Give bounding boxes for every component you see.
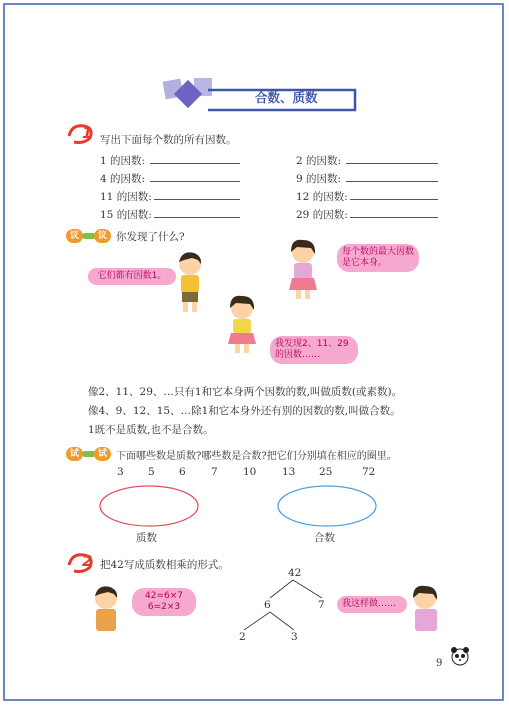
number-item[interactable]: 7 [211, 466, 218, 478]
prime-oval[interactable] [98, 484, 200, 528]
trial-tag-right: 试 [94, 447, 111, 461]
definition-composite: 像4、9、12、15、…除1和它本身外还有别的因数的数,叫做合数。 [88, 405, 401, 417]
exercise-1-number: 1 [82, 124, 93, 142]
number-item[interactable]: 72 [362, 466, 376, 478]
girl-figure-center-icon [222, 294, 262, 356]
speech-bubble-equation [132, 588, 196, 616]
factor-label: 12 的因数: [296, 191, 348, 203]
answer-blank[interactable] [346, 153, 438, 164]
trial-prompt: 下面哪些数是质数?哪些数是合数?把它们分别填在相应的圈里。 [116, 451, 397, 462]
tree-node-2: 2 [239, 631, 246, 643]
number-item[interactable]: 3 [117, 466, 124, 478]
composite-label: 合数 [314, 532, 335, 544]
definition-prime: 像2、11、29、…只有1和它本身两个因数的数,叫做质数(或素数)。 [88, 386, 403, 398]
composite-oval[interactable] [276, 484, 378, 528]
speech-bubble-left: 它们都有因数1。 [88, 268, 176, 285]
tree-node-3: 3 [291, 631, 298, 643]
factor-tree-lines [230, 578, 340, 634]
number-item[interactable]: 5 [148, 466, 155, 478]
equation-line-1: 42=6×7 [145, 591, 183, 601]
speech-bubble-my-way: 我这样做…… [337, 596, 407, 613]
definition-one: 1既不是质数,也不是合数。 [88, 424, 214, 436]
factor-label: 11 的因数: [100, 191, 152, 203]
factor-label: 4 的因数: [100, 173, 146, 185]
page-number: 9 [436, 658, 443, 669]
number-item[interactable]: 25 [319, 466, 333, 478]
answer-blank[interactable] [150, 171, 240, 182]
trial-tag-left: 试 [66, 447, 83, 461]
answer-blank[interactable] [154, 207, 240, 218]
girl-figure-icon [283, 238, 323, 302]
speech-bubble-center: 我发现2、11、29的因数…… [270, 336, 358, 364]
number-item[interactable]: 13 [282, 466, 296, 478]
tree-root: 42 [288, 567, 302, 579]
answer-blank[interactable] [346, 171, 438, 182]
answer-blank[interactable] [350, 207, 438, 218]
number-item[interactable]: 10 [243, 466, 257, 478]
answer-blank[interactable] [150, 153, 240, 164]
factor-label: 9 的因数: [296, 173, 342, 185]
boy-figure-2-icon [88, 584, 128, 638]
panda-icon [448, 646, 472, 668]
equation-line-2: 6=2×3 [147, 602, 181, 612]
tree-node-6: 6 [264, 599, 271, 611]
boy-figure-icon [172, 250, 212, 316]
discuss-prompt: 你发现了什么? [116, 231, 185, 243]
factor-label: 29 的因数: [296, 209, 348, 221]
discuss-tag-left: 议 [66, 229, 83, 243]
factor-label: 2 的因数: [296, 155, 342, 167]
exercise-2-prompt: 把42写成质数相乘的形式。 [100, 559, 229, 571]
factor-label: 1 的因数: [100, 155, 146, 167]
speech-bubble-right: 每个数的最大因数是它本身。 [337, 244, 419, 272]
answer-blank[interactable] [154, 189, 240, 200]
girl-figure-2-icon [405, 584, 447, 640]
tree-node-7: 7 [318, 599, 325, 611]
prime-label: 质数 [136, 532, 157, 544]
answer-blank[interactable] [350, 189, 438, 200]
exercise-1-prompt: 写出下面每个数的所有因数。 [100, 134, 237, 146]
factor-label: 15 的因数: [100, 209, 152, 221]
discuss-tag-right: 议 [94, 229, 111, 243]
exercise-2-number: 2 [82, 552, 93, 570]
number-item[interactable]: 6 [179, 466, 186, 478]
page-title: 合数、质数 [255, 90, 318, 105]
